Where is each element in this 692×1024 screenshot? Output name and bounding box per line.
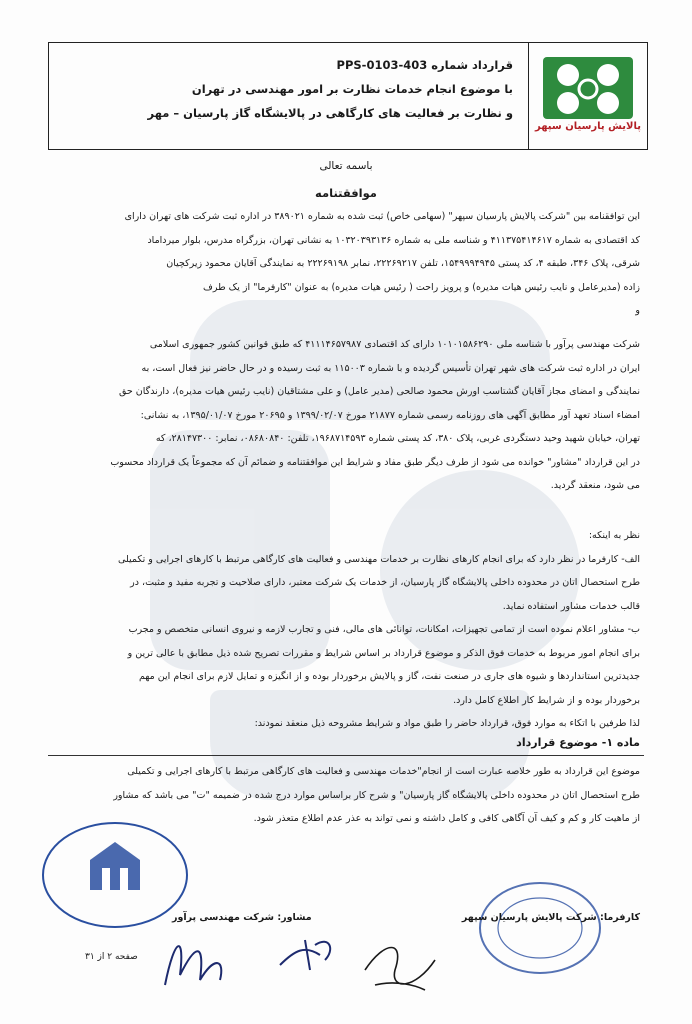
text-line: در این قرارداد "مشاور" خوانده می شود از طرف دیگر طبق مفاد و شرایط این موافقتنامه و ضمائم آن که مجموعاً یک قرارداد محسوب xyxy=(110,456,640,468)
signature-1-icon xyxy=(155,925,235,995)
contract-subject-line-2: و نظارت بر فعالیت های کارگاهی در پالایشگاه گاز پارسیان – مهر xyxy=(147,106,513,120)
article-1-title: ماده ۱- موضوع قرارداد xyxy=(516,736,640,749)
conjunction: و xyxy=(635,305,640,316)
basmala: باسمه تعالی xyxy=(319,160,373,172)
signature-3-icon xyxy=(355,930,445,1000)
whereas-section xyxy=(50,524,640,736)
header-title-block xyxy=(59,53,513,125)
contract-header xyxy=(48,42,648,150)
text-line: نمایندگی و امضای مجاز آقایان گشتاسب اورش محمود صالحی (مدیر عامل) و علی مشتاقیان (نایب رئیس هیات مدیره)، دارندگان حق xyxy=(118,386,640,397)
intro-paragraph xyxy=(50,205,640,323)
clause-b-line: برای انجام امور مربوط به خدمات فوق الذکر و موضوع قرارداد بر اساس شرایط و مقررات تصریح شده ذیل مطابق با عالی ترین و xyxy=(127,647,640,659)
page-number: صفحه ۲ از ۳۱ xyxy=(85,952,138,962)
text-line: ایران در اداره ثبت شرکت های شهر تهران تأسیس گردیده و با شماره ۱۱۵۰۰۳ به ثبت رسیده و در حال حاضر نیز فعال است، به xyxy=(141,362,640,374)
clause-a-line: الف- کارفرما در نظر دارد که برای انجام کارهای نظارت بر خدمات مهندسی و فعالیت های کارگاهی مرتبط با کارهای اجرایی و تکمیلی xyxy=(117,553,640,565)
signature-2-icon xyxy=(275,930,345,980)
consultant-paragraph xyxy=(50,333,640,498)
legal-dept-stamp-icon xyxy=(465,878,615,978)
whereas-title: نظر به اینکه: xyxy=(588,530,640,541)
conclusion: لذا طرفین با اتکاء به موارد فوق، قرارداد حاضر را طبق مواد و شرایط مشروحه ذیل منعقد نمودند: xyxy=(254,718,640,729)
clause-a-line: طرح استحصال اتان در محدوده داخلی پالایشگاه گاز پارسیان، از خدمات یک شرکت معتبر، دارای صلاحیت و تجربه مفید و مثبت، در xyxy=(130,577,640,588)
paravar-stamp-icon xyxy=(40,820,190,930)
clause-b-line: جدیدترین استانداردها و شیوه های جاری در صنعت نفت، گاز و پالایش برخوردار بوده و از انگیزه و تمایل لازم برای انجام این مهم xyxy=(138,671,640,682)
text-line: می شود، منعقد گردید. xyxy=(550,480,640,491)
text-line: شرقی، پلاک ۳۴۶، طبقه ۴، کد پستی ۱۵۴۹۹۹۴۹۴۵، تلفن ۲۲۲۶۹۲۱۷، نمابر ۲۲۲۶۹۱۹۸ به نمایندگی آقایان محمود زیرکچیان xyxy=(166,258,640,269)
document-title: موافقتنامه xyxy=(315,186,377,200)
contract-number: قرارداد شماره PPS-0103-403 xyxy=(336,58,513,72)
text-line: زاده (مدیرعامل و نایب رئیس هیات مدیره) و پرویز راحت ( رئیس هیات مدیره) به عنوان "کارفرما" از یک طرف xyxy=(203,281,640,293)
text-line: این توافقنامه بین "شرکت پالایش پارسیان سپهر" (سهامی خاص) ثبت شده به شماره ۳۸۹۰۲۱ در اداره ثبت شرکت های تهران دارای xyxy=(124,211,640,222)
text-line: تهران، خیابان شهید وحید دستگردی غربی، پلاک ۳۸۰، کد پستی شماره ۱۹۶۸۷۱۴۵۹۳، تلفن: ۰۸۶۸۰۸۴۰، نمابر: ۲۸۱۴۷۳۰۰، که xyxy=(155,433,640,444)
divider xyxy=(48,755,644,756)
text-line: موضوع این قرارداد به طور خلاصه عبارت است از انجام"خدمات مهندسی و فعالیت های کارگاهی مرتبط با کارهای اجرایی و تکمیلی xyxy=(127,766,640,777)
clause-b-line: برخوردار بوده و از شرایط کار اطلاع کامل دارد. xyxy=(453,694,640,706)
employer-signature-label: کارفرما: شرکت پالایش پارسیان سپهر xyxy=(461,912,640,923)
logo-mark-icon xyxy=(543,57,633,119)
consultant-signature-label: مشاور: شرکت مهندسی پرآور xyxy=(172,912,312,923)
contract-subject-line-1: با موضوع انجام خدمات نظارت بر امور مهندسی در تهران xyxy=(191,82,513,96)
company-logo xyxy=(528,43,647,149)
text-line: طرح استحصال اتان در محدوده داخلی پالایشگاه گاز پارسیان" و شرح کار براساس موارد درج شده در ضمیمه "ت" می باشد که مشاور xyxy=(113,789,640,801)
text-line: کد اقتصادی به شماره ۴۱۱۳۷۵۴۱۴۶۱۷ و شناسه ملی به شماره ۱۰۳۲۰۳۹۳۱۳۶ به نشانی تهران، بزرگراه مدرس، بلوار میرداماد xyxy=(147,234,640,246)
clause-b-line: ب- مشاور اعلام نموده است از تمامی تجهیزات، امکانات، توانائی های مالی، فنی و تجارب لازمه و نیروی انسانی متخصص و مجرب xyxy=(128,624,640,635)
logo-text: پالایش پارسیان سپهر xyxy=(534,121,642,132)
text-line: از ماهیت کار و کم و کیف آن آگاهی کافی و کامل داشته و نمی تواند به عذر عدم اطلاع متعذر شود. xyxy=(253,813,640,824)
clause-a-line: قالب خدمات مشاور استفاده نماید. xyxy=(502,600,640,612)
text-line: امضاء اسناد تعهد آور مطابق آگهی های روزنامه رسمی شماره ۲۱۸۷۷ مورخ ۱۳۹۹/۰۲/۰۷ و ۲۰۶۹۵ مورخ ۱۳۹۵/۰۱/۰۷، به نشانی: xyxy=(140,409,640,421)
text-line: شرکت مهندسی پرآور با شناسه ملی ۱۰۱۰۱۵۸۶۲۹۰ دارای کد اقتصادی ۴۱۱۱۴۶۵۷۹۸۷ که طبق قوانین کشور جمهوری اسلامی xyxy=(149,339,640,350)
